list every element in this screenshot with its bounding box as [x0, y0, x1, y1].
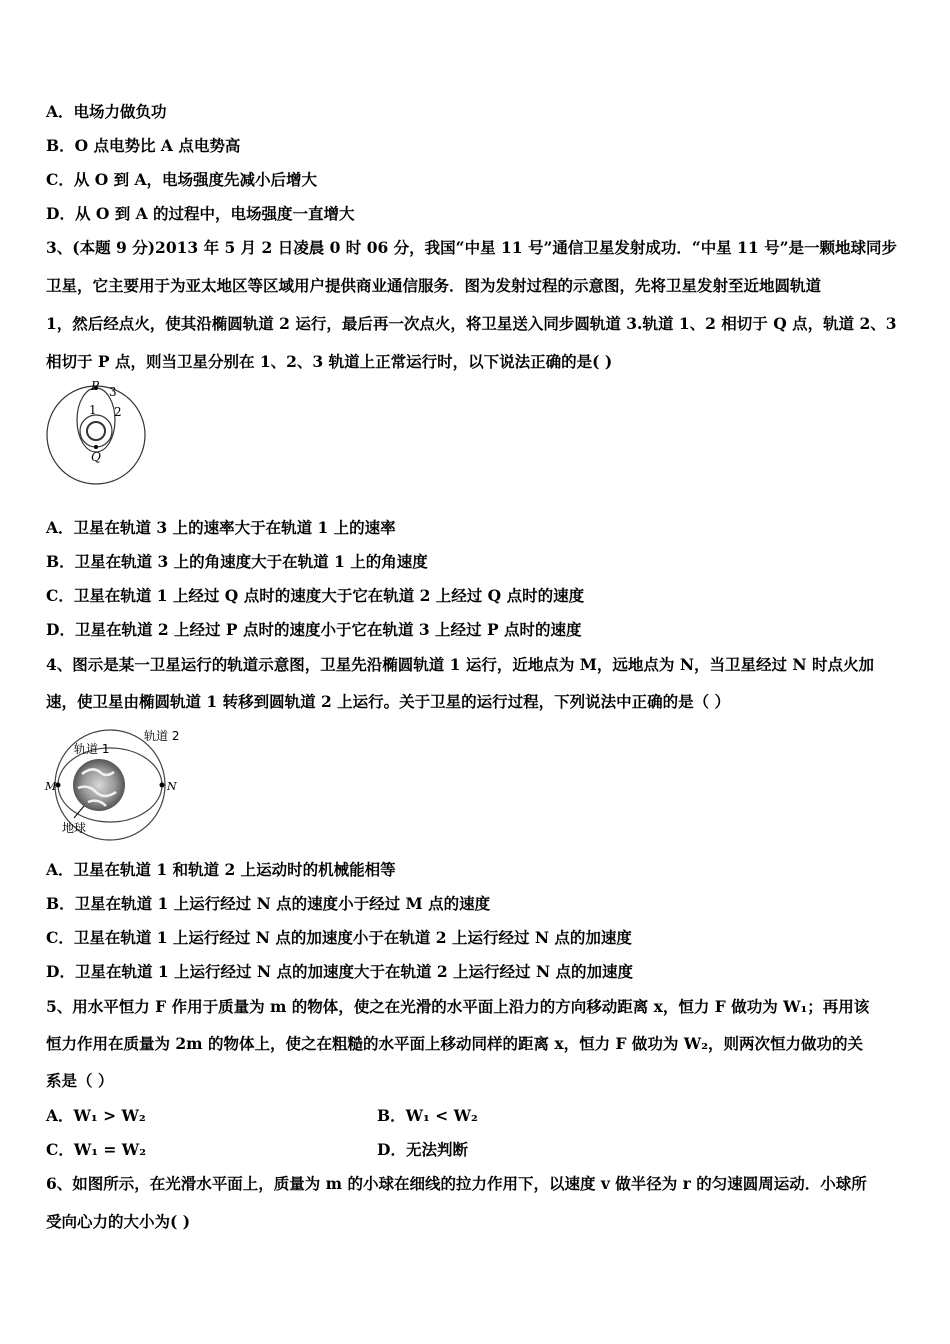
- label-orbit-2: 轨道 2: [144, 729, 180, 743]
- label-orbit-1: 轨道 1: [74, 742, 110, 756]
- q5-stem-line-3: 系是（ ）: [46, 1071, 114, 1090]
- q5-option-d: D．无法判断: [377, 1140, 468, 1159]
- orbit-3-circle: [47, 386, 145, 484]
- earth-globe: [73, 759, 125, 811]
- q3-option-b: B．卫星在轨道 3 上的角速度大于在轨道 1 上的角速度: [46, 552, 428, 571]
- label-2: 2: [114, 405, 122, 419]
- label-earth: 地球: [62, 821, 87, 835]
- q5-option-b: B．W₁ < W₂: [377, 1106, 478, 1125]
- q5-option-c: C．W₁ = W₂: [46, 1140, 147, 1159]
- label-m: M: [45, 780, 57, 793]
- q4-option-c: C．卫星在轨道 1 上运行经过 N 点的加速度小于在轨道 2 上运行经过 N 点的加速度: [46, 928, 632, 947]
- q3-option-c: C．卫星在轨道 1 上经过 Q 点时的速度大于它在轨道 2 上经过 Q 点时的速度: [46, 586, 585, 605]
- q2-option-a: A．电场力做负功: [46, 102, 167, 121]
- q4-option-d: D．卫星在轨道 1 上运行经过 N 点的加速度大于在轨道 2 上运行经过 N 点的加速度: [46, 962, 634, 981]
- q5-stem-line-2: 恒力作用在质量为 2m 的物体上，使之在粗糙的水平面上移动同样的距离 x，恒力 F 做功为 W₂，则两次恒力做功的关: [46, 1034, 864, 1053]
- q6-stem-line-2: 受向心力的大小为( ): [46, 1212, 191, 1231]
- point-n-dot: [160, 783, 165, 788]
- q4-option-b: B．卫星在轨道 1 上运行经过 N 点的速度小于经过 M 点的速度: [46, 894, 491, 913]
- q2-option-d: D．从 O 到 A 的过程中，电场强度一直增大: [46, 204, 355, 223]
- orbit-1-circle: [80, 415, 112, 447]
- q5-option-a: A．W₁ > W₂: [46, 1106, 146, 1125]
- label-3: 3: [109, 385, 117, 399]
- q4-stem-line-1: 4、图示是某一卫星运行的轨道示意图，卫星先沿椭圆轨道 1 运行，近地点为 M，远地点为 N，当卫星经过 N 时点火加: [46, 655, 874, 674]
- point-q-dot: [94, 445, 98, 449]
- q4-orbit-figure: [44, 726, 194, 844]
- q3-option-d: D．卫星在轨道 2 上经过 P 点时的速度小于它在轨道 3 上经过 P 点时的速度: [46, 620, 582, 639]
- q3-stem-line-3: 1，然后经点火，使其沿椭圆轨道 2 运行，最后再一次点火，将卫星送入同步圆轨道 3.轨道 1、2 相切于 Q 点，轨道 2、3: [46, 314, 897, 333]
- q3-orbit-figure: [44, 378, 154, 498]
- label-p: P: [91, 379, 100, 393]
- label-1: 1: [89, 403, 97, 417]
- q3-stem-line-1: 3、(本题 9 分)2013 年 5 月 2 日凌晨 0 时 06 分，我国“中星 11 号”通信卫星发射成功．“中星 11 号”是一颗地球同步: [46, 238, 898, 257]
- q3-stem-line-2: 卫星，它主要用于为亚太地区等区域用户提供商业通信服务．图为发射过程的示意图，先将卫星发射至近地圆轨道: [46, 276, 822, 295]
- q4-option-a: A．卫星在轨道 1 和轨道 2 上运动时的机械能相等: [46, 860, 396, 879]
- q4-stem-line-2: 速，使卫星由椭圆轨道 1 转移到圆轨道 2 上运行。关于卫星的运行过程，下列说法中正确的是（ ）: [46, 692, 731, 711]
- q3-option-a: A．卫星在轨道 3 上的速率大于在轨道 1 上的速率: [46, 518, 396, 537]
- q6-stem-line-1: 6、如图所示，在光滑水平面上，质量为 m 的小球在细线的拉力作用下，以速度 v 做半径为 r 的匀速圆周运动．小球所: [46, 1174, 867, 1193]
- q2-option-c: C．从 O 到 A，电场强度先减小后增大: [46, 170, 318, 189]
- label-n: N: [167, 780, 177, 793]
- q2-option-b: B．O 点电势比 A 点电势高: [46, 136, 241, 155]
- q3-stem-line-4: 相切于 P 点，则当卫星分别在 1、2、3 轨道上正常运行时，以下说法正确的是( ): [46, 352, 613, 371]
- label-q: Q: [91, 450, 101, 464]
- q5-stem-line-1: 5、用水平恒力 F 作用于质量为 m 的物体，使之在光滑的水平面上沿力的方向移动距离 x，恒力 F 做功为 W₁；再用该: [46, 997, 870, 1016]
- earth-circle: [87, 422, 105, 440]
